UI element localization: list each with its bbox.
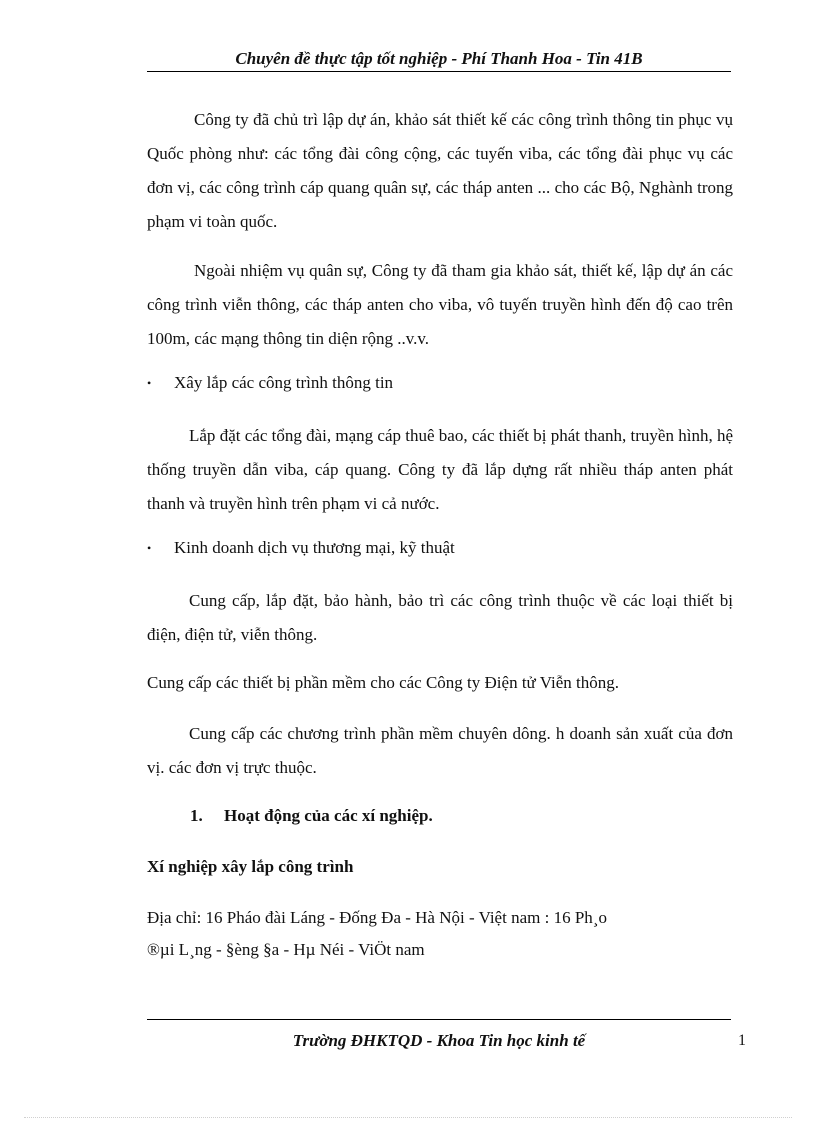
paragraph-defense-projects: Công ty đã chủ trì lập dự án, khảo sát thiết kế các công trình thông tin phục vụ Quốc phòng như: các tổng đài công cộng, các tuyến viba, các tổng đài phục vụ các đơn vị, các công trình cáp quang quân sự, các tháp anten ... cho các Bộ, Nghành trong phạm vi toàn quốc. — [147, 110, 733, 231]
page-bottom-edge — [24, 1117, 792, 1118]
page-header: Chuyên đề thực tập tốt nghiệp - Phí Thanh Hoa - Tin 41B — [235, 49, 643, 68]
footer-divider — [147, 1019, 731, 1020]
address-line: Địa chỉ: 16 Pháo đài Láng - Đống Đa - Hà Nội - Việt nam : 16 Ph¸o — [147, 908, 607, 927]
paragraph-telecom-projects: Ngoài nhiệm vụ quân sự, Công ty đã tham gia khảo sát, thiết kế, lập dự án các công trình viễn thông, các tháp anten cho viba, vô tuyến truyền hình đến độ cao trên 100m, các mạng thông tin diện rộng ..v.v. — [147, 261, 733, 348]
paragraph-software-programs: Cung cấp các chương trình phần mềm chuyên dông. h doanh sản xuất của đơn vị. các đơn vị trực thuộc. — [147, 724, 733, 777]
page-footer: Trường ĐHKTQD - Khoa Tin học kinh tế — [292, 1031, 586, 1050]
subheading-enterprise: Xí nghiệp xây lắp công trình — [147, 857, 354, 876]
bullet-icon: • — [147, 541, 152, 555]
section-title: Hoạt động của các xí nghiệp. — [224, 806, 433, 825]
bullet-label: Xây lắp các công trình thông tin — [174, 373, 394, 392]
bullet-icon: • — [147, 376, 152, 390]
section-number: 1. — [190, 806, 203, 825]
paragraph-installation: Lắp đặt các tổng đài, mạng cáp thuê bao, các thiết bị phát thanh, truyền hình, hệ thống truyền dẫn viba, cáp quang. Công ty đã lắp dựng rất nhiều tháp anten phát thanh và truyền hình trên phạm vi cả nước. — [147, 426, 733, 513]
page-number: 1 — [738, 1032, 746, 1049]
paragraph-software-devices: Cung cấp các thiết bị phần mềm cho các Công ty Điện tử Viễn thông. — [147, 673, 619, 692]
paragraph-supply: Cung cấp, lắp đặt, bảo hành, bảo trì các công trình thuộc về các loại thiết bị điện, điện tử, viễn thông. — [147, 591, 733, 644]
header-divider — [147, 71, 731, 72]
address-line-garbled: ®µi L¸ng - §èng §a - Hµ Néi - ViÖt nam — [147, 940, 425, 959]
bullet-label: Kinh doanh dịch vụ thương mại, kỹ thuật — [174, 538, 455, 557]
